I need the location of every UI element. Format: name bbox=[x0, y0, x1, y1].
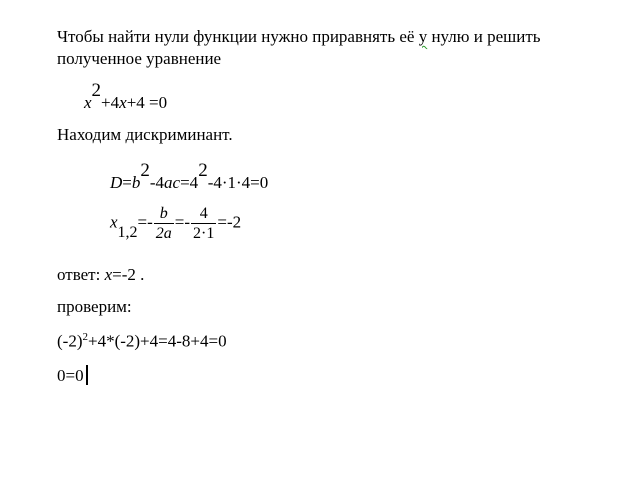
spell-check-underlined-word: у bbox=[418, 27, 428, 46]
fraction-2-numerator: 4 bbox=[191, 204, 216, 224]
answer-value: =-2 . bbox=[112, 265, 145, 284]
answer-variable: x bbox=[104, 265, 113, 284]
equation-exponent: 2 bbox=[91, 80, 102, 101]
equation-rest: +4 =0 bbox=[126, 93, 168, 112]
check-equation bbox=[57, 331, 227, 352]
intro-text-end: нулю и решить bbox=[427, 27, 541, 46]
final-line[interactable] bbox=[57, 365, 88, 386]
answer-line bbox=[57, 265, 144, 285]
fraction-2-denominator: 2·1 bbox=[193, 225, 215, 242]
equation-variable-2: x bbox=[119, 93, 127, 112]
check-heading: проверим: bbox=[57, 297, 132, 316]
final-equality: 0=0 bbox=[57, 366, 84, 385]
roots-variable: x bbox=[110, 212, 118, 232]
coefficient-b: b bbox=[131, 173, 141, 192]
fraction-4-over-2 bbox=[191, 204, 216, 243]
check-rest: +4*(-2)+4=4-8+4=0 bbox=[87, 331, 227, 351]
discriminant-formula bbox=[110, 160, 269, 194]
check-exponent: 2 bbox=[82, 331, 88, 343]
minus-four: -4 bbox=[149, 173, 165, 192]
fraction-b-over-2a bbox=[154, 204, 174, 243]
equals-four: =4 bbox=[180, 173, 199, 192]
answer-label: ответ: bbox=[57, 265, 105, 284]
roots-subscript: 1,2 bbox=[117, 224, 138, 242]
intro-line-2: полученное уравнение bbox=[57, 49, 222, 68]
discriminant-tail: -4·1·4=0 bbox=[207, 173, 269, 192]
discriminant-symbol: D bbox=[110, 173, 123, 192]
equation-term: +4 bbox=[101, 93, 120, 112]
text-cursor bbox=[86, 365, 88, 385]
roots-equals-2: =- bbox=[174, 212, 191, 232]
equals-sign: = bbox=[122, 173, 132, 192]
coefficients-ac: ac bbox=[164, 173, 181, 192]
roots-result: =-2 bbox=[217, 212, 242, 232]
discriminant-heading: Находим дискриминант. bbox=[57, 125, 233, 144]
exponent-four: 2 bbox=[198, 160, 208, 181]
fraction-1-numerator: b bbox=[154, 204, 174, 224]
roots-equals-1: =- bbox=[137, 212, 153, 232]
roots-formula bbox=[110, 204, 241, 243]
intro-line-1 bbox=[57, 27, 541, 47]
equation-variable: x bbox=[84, 93, 92, 112]
intro-text-start: Чтобы найти нули функции нужно приравнять её bbox=[57, 27, 419, 46]
exponent-b: 2 bbox=[140, 160, 150, 181]
fraction-1-denominator: 2a bbox=[155, 225, 172, 242]
quadratic-equation bbox=[84, 80, 168, 114]
check-base: (-2) bbox=[57, 331, 83, 351]
